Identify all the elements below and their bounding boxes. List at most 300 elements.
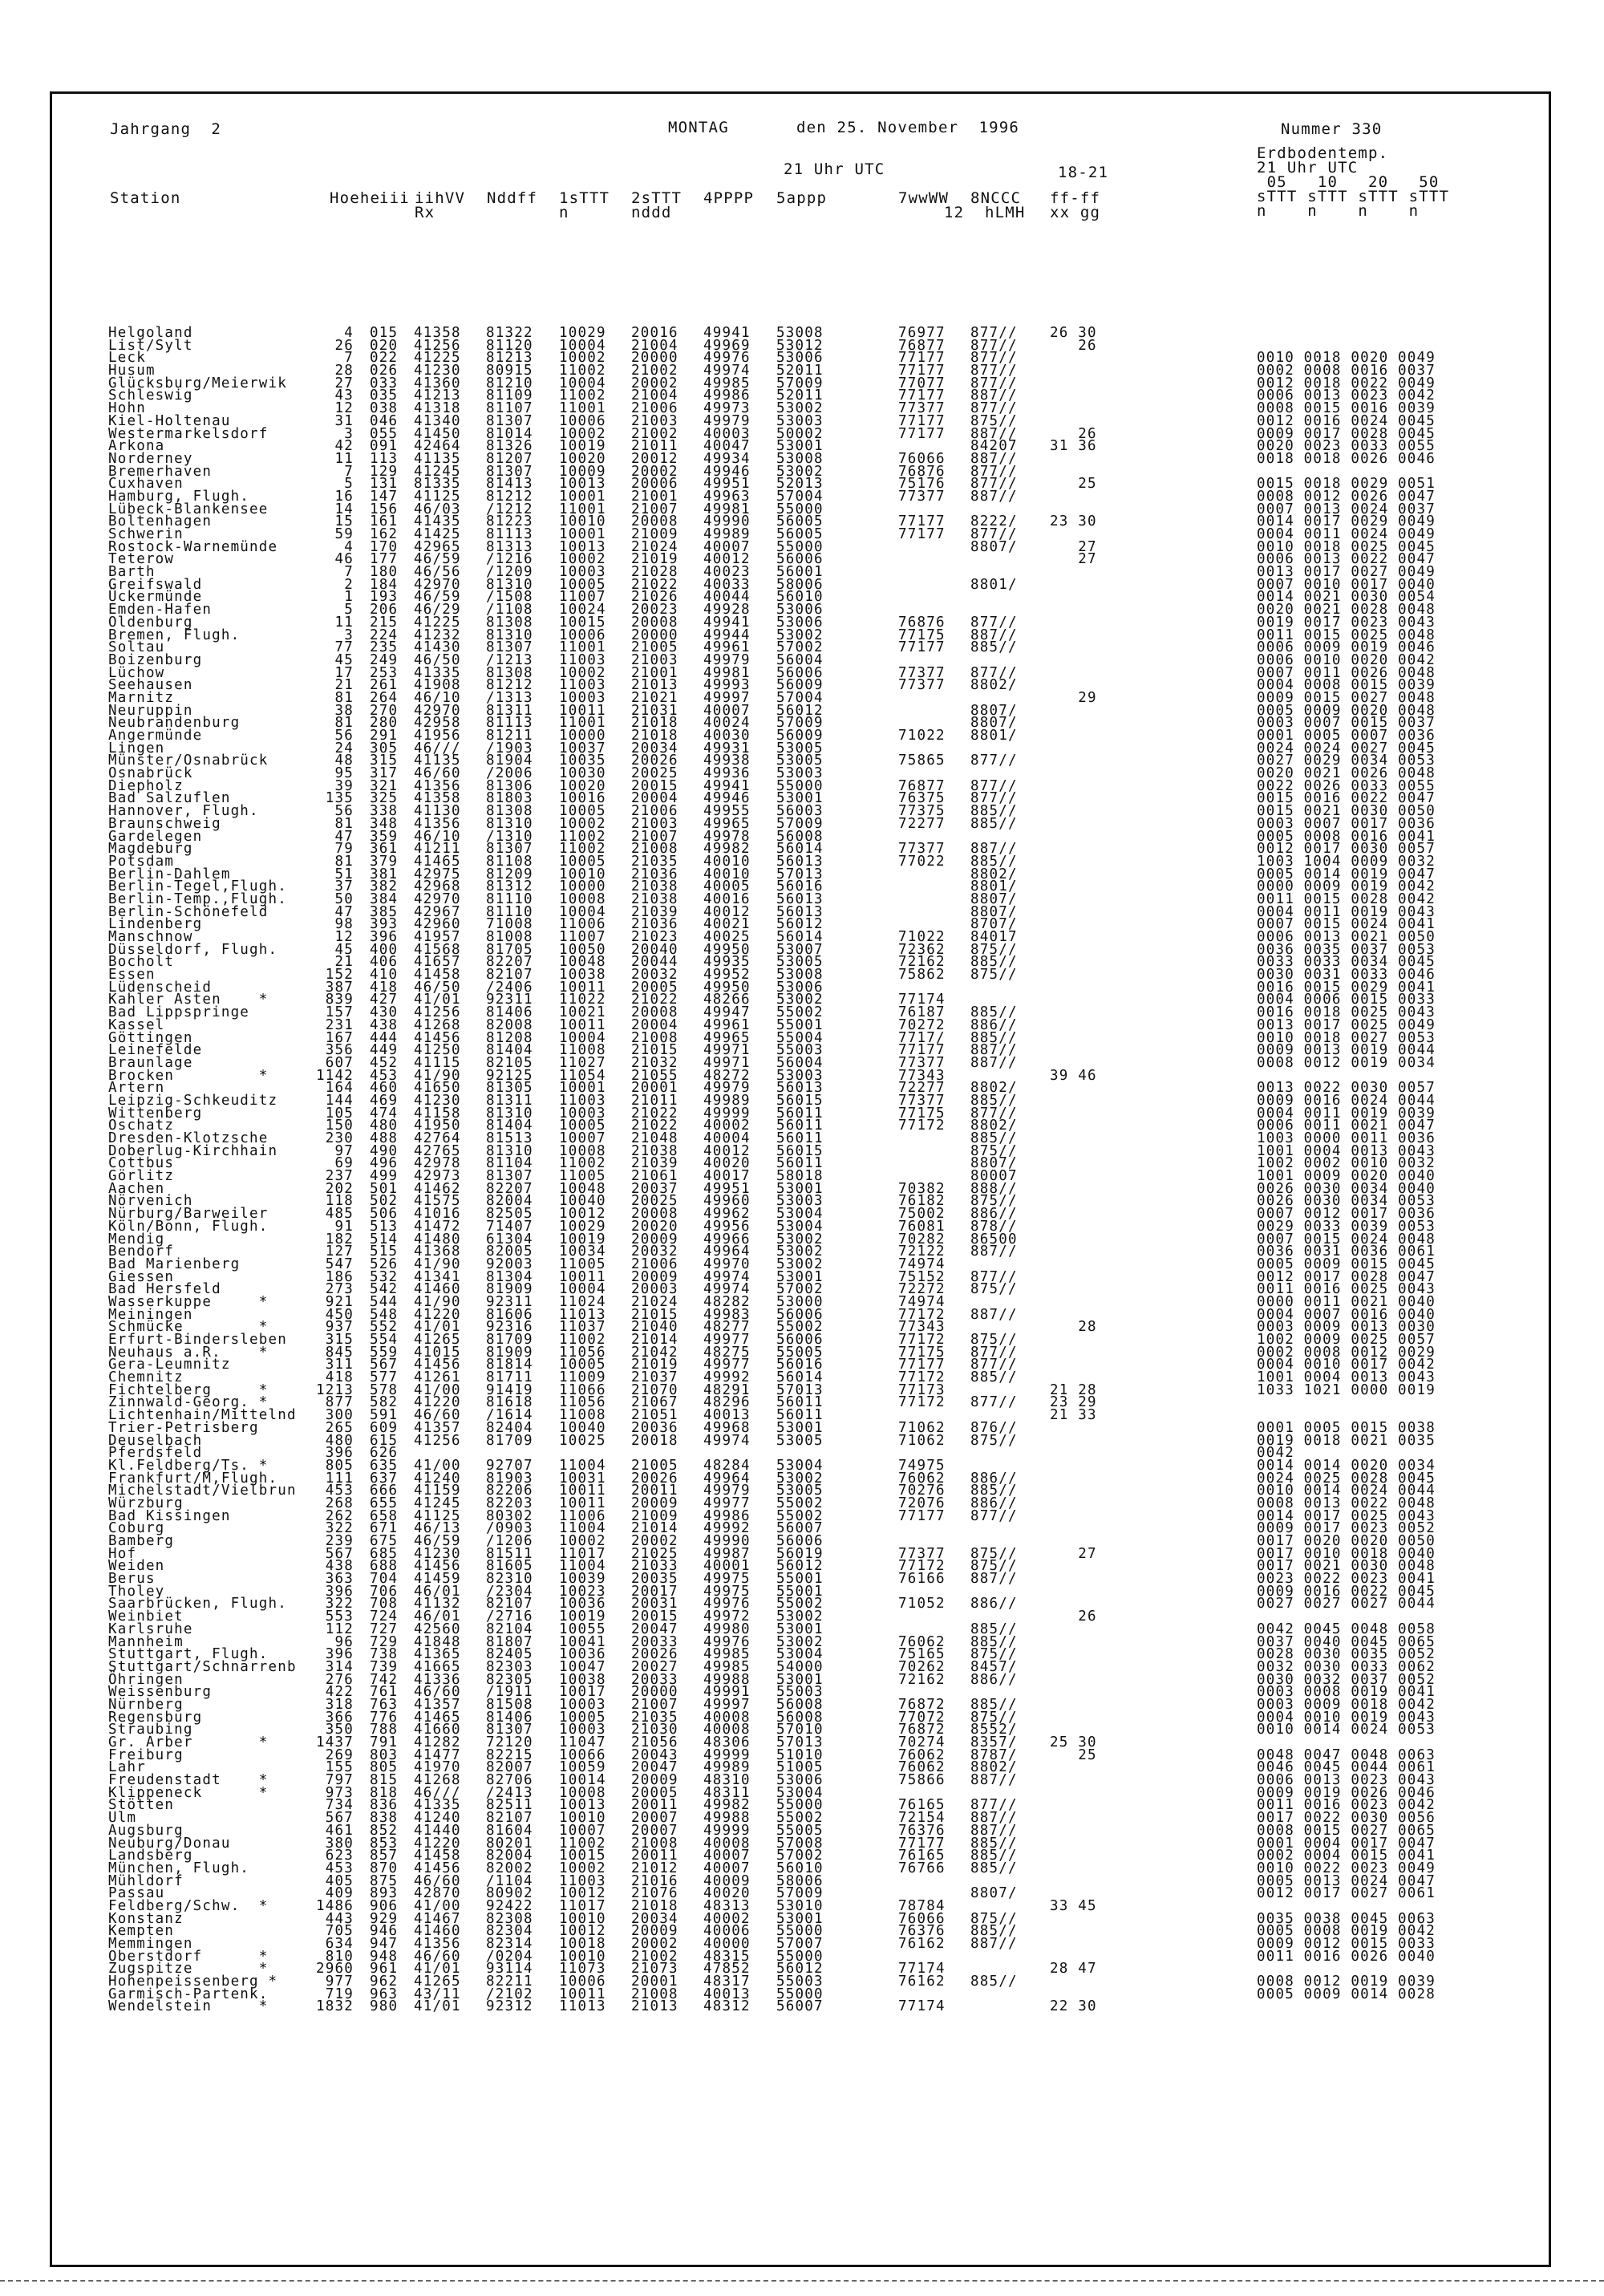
nddff-value: /2413 (486, 1784, 533, 1801)
soil-temp-values: 0000 0011 0021 0040 (1257, 1293, 1436, 1310)
station-name: Zugspitze * (108, 1961, 269, 1978)
soil-temp-values: 0007 0015 0024 0041 (1257, 916, 1436, 933)
station-index: 706 (370, 1583, 399, 1600)
p4-value: 49946 (703, 463, 751, 480)
nccc-value: 878// (970, 1218, 1018, 1235)
p4-value: 49972 (703, 1608, 751, 1625)
nddff-value: 80302 (486, 1507, 533, 1524)
nddff-value: 81413 (486, 476, 533, 493)
nddff-value: 82005 (486, 1243, 533, 1260)
p4-value: 40021 (703, 916, 751, 933)
iihvv-value: 41358 (414, 790, 461, 807)
p4-value: 48282 (703, 1293, 751, 1310)
t1-value: 10002 (559, 1860, 606, 1876)
p4-value: 40002 (703, 1910, 751, 1927)
station-height: 48 (334, 752, 354, 769)
nddff-value: 81604 (486, 1822, 533, 1839)
t2-value: 20009 (631, 1495, 678, 1511)
ww-value: 77377 (898, 664, 946, 681)
station-index: 963 (370, 1986, 399, 2002)
t2-value: 20017 (631, 1583, 678, 1600)
station-height: 877 (325, 1394, 354, 1411)
station-height: 396 (325, 1583, 354, 1600)
nccc-value: 886// (970, 1495, 1018, 1511)
nddff-value: 92312 (486, 1998, 533, 2015)
soil-temp-values: 0014 0014 0020 0034 (1257, 1457, 1436, 1474)
t2-value: 20033 (631, 1633, 678, 1650)
t1-value: 10002 (559, 815, 606, 832)
nddff-value: 81208 (486, 1029, 533, 1046)
soil-temp-values: 0005 0009 0015 0045 (1257, 1255, 1436, 1272)
t2-value: 21005 (631, 639, 678, 656)
p4-value: 49956 (703, 1218, 751, 1235)
t1-value: 10034 (559, 1243, 606, 1260)
p4-value: 49934 (703, 450, 751, 467)
soil-temp-values: 0023 0022 0023 0041 (1257, 1571, 1436, 1588)
p5-value: 53006 (776, 350, 824, 367)
station-height: 450 (325, 1306, 354, 1323)
p4-value: 49997 (703, 1696, 751, 1713)
station-height: 273 (325, 1281, 354, 1298)
soil-temp-values: 0011 0016 0025 0043 (1257, 1281, 1436, 1298)
nccc-value: 888// (970, 1180, 1018, 1197)
nddff-value: /2406 (486, 979, 533, 996)
nccc-value: 875// (970, 1910, 1018, 1927)
nccc-value: 887// (970, 1306, 1018, 1323)
p4-value: 40007 (703, 538, 751, 555)
soil-temp-values: 0004 0011 0019 0039 (1257, 1105, 1436, 1122)
p4-value: 49982 (703, 841, 751, 858)
nccc-value: 886// (970, 1596, 1018, 1612)
p5-value: 57002 (776, 1848, 824, 1864)
station-height: 265 (325, 1419, 354, 1436)
t2-value: 21002 (631, 1948, 678, 1965)
col-p5: 5appp (776, 189, 828, 207)
station-name: Kl.Feldberg/Ts. * (108, 1457, 269, 1474)
ww-value: 77022 (898, 853, 946, 870)
station-height: 387 (325, 979, 354, 996)
col-ff: ff-ff (1050, 189, 1101, 207)
p4-value: 49981 (703, 664, 751, 681)
station-height: 56 (334, 803, 354, 820)
station-name: Boltenhagen (108, 513, 213, 530)
p5-value: 53006 (776, 614, 824, 631)
ww-value: 72277 (898, 815, 946, 832)
station-name: Diepholz (108, 777, 184, 794)
nddff-value: 82511 (486, 1797, 533, 1814)
station-height: 77 (334, 639, 354, 656)
station-index: 113 (370, 450, 399, 467)
nddff-value: 81307 (486, 1168, 533, 1185)
nccc-value: 887// (970, 1936, 1018, 1952)
nccc-value: 885// (970, 1004, 1018, 1021)
t1-value: 10003 (559, 689, 606, 706)
ww-value: 77343 (898, 1067, 946, 1084)
station-name: Lüchow (108, 664, 165, 681)
t2-value: 21013 (631, 677, 678, 694)
p5-value: 56012 (776, 916, 824, 933)
nccc-value: 885// (970, 815, 1018, 832)
t2-value: 20000 (631, 627, 678, 643)
t2-value: 20043 (631, 1746, 678, 1763)
soil-temp-values: 0015 0021 0030 0050 (1257, 803, 1436, 820)
nccc-value: 8707/ (970, 916, 1018, 933)
p4-value: 49982 (703, 1797, 751, 1814)
t1-value: 10021 (559, 1004, 606, 1021)
ff-value: 26 (1050, 1608, 1097, 1625)
t1-value: 10010 (559, 1910, 606, 1927)
nccc-value: 877// (970, 363, 1018, 379)
ww-value: 77175 (898, 1105, 946, 1122)
station-index: 671 (370, 1520, 399, 1537)
p4-value: 40023 (703, 564, 751, 581)
station-name: Schmücke * (108, 1319, 269, 1336)
p4-value: 40012 (703, 551, 751, 568)
nccc-value: 885// (970, 1835, 1018, 1852)
iihvv-value: 41650 (414, 1080, 461, 1097)
iihvv-value: 41360 (414, 375, 461, 391)
nddff-value: 81008 (486, 929, 533, 945)
t2-value: 21018 (631, 715, 678, 732)
nccc-value: 887// (970, 425, 1018, 442)
station-name: Seehausen (108, 677, 193, 694)
t2-value: 21035 (631, 1709, 678, 1726)
t2-value: 21036 (631, 866, 678, 882)
t1-value: 10035 (559, 752, 606, 769)
p5-value: 53004 (776, 1784, 824, 1801)
t1-value: 11013 (559, 1998, 606, 2015)
t2-value: 21067 (631, 1394, 678, 1411)
ww-value: 76182 (898, 1193, 946, 1210)
station-index: 055 (370, 425, 399, 442)
station-height: 127 (325, 1243, 354, 1260)
station-height: 453 (325, 1860, 354, 1876)
p4-value: 48313 (703, 1897, 751, 1914)
t1-value: 10036 (559, 1646, 606, 1663)
nddff-value: 81605 (486, 1558, 533, 1575)
station-index: 452 (370, 1054, 399, 1071)
ff-value: 23 29 (1050, 1394, 1097, 1411)
station-name: Görlitz (108, 1168, 175, 1185)
p4-value: 40020 (703, 1885, 751, 1902)
t1-value: 10038 (559, 1671, 606, 1688)
nccc-value: 875// (970, 967, 1018, 984)
soil-temp-values: 1001 0004 0013 0043 (1257, 1142, 1436, 1159)
station-height: 623 (325, 1848, 354, 1864)
ff-value: 26 (1050, 337, 1097, 354)
t2-value: 20008 (631, 1206, 678, 1223)
nccc-value: 8222/ (970, 513, 1018, 530)
station-name: Freiburg (108, 1746, 184, 1763)
iihvv-value: 41/90 (414, 1293, 461, 1310)
t2-value: 20002 (631, 375, 678, 391)
iihvv-value: 41213 (414, 387, 461, 404)
station-index: 180 (370, 564, 399, 581)
iihvv-value: 41/01 (414, 1319, 461, 1336)
nddff-value: 81508 (486, 1696, 533, 1713)
ww-value: 77172 (898, 1118, 946, 1134)
p5-value: 56011 (776, 1155, 824, 1172)
ww-value: 77377 (898, 400, 946, 417)
nccc-value: 887// (970, 387, 1018, 404)
station-index: 947 (370, 1936, 399, 1952)
p5-value: 53002 (776, 627, 824, 643)
p4-value: 40017 (703, 1168, 751, 1185)
erd-depths: 05 10 20 50 (1257, 173, 1440, 191)
ww-value: 77377 (898, 1545, 946, 1562)
t2-value: 21007 (631, 828, 678, 845)
ww-value: 75865 (898, 752, 946, 769)
p5-value: 56008 (776, 1709, 824, 1726)
t2-value: 20037 (631, 1180, 678, 1197)
nccc-value: 877// (970, 1357, 1018, 1373)
station-index: 578 (370, 1381, 399, 1398)
station-height: 485 (325, 1206, 354, 1223)
iihvv-value: 41950 (414, 1118, 461, 1134)
iihvv-value: 41125 (414, 1507, 461, 1524)
ww-value: 76162 (898, 1936, 946, 1952)
t1-value: 10004 (559, 1029, 606, 1046)
p4-value: 49961 (703, 1016, 751, 1033)
station-height: 567 (325, 1810, 354, 1827)
station-name: Stuttgart/Schnarrenb (108, 1658, 297, 1675)
nddff-value: 81909 (486, 1344, 533, 1361)
ww-value: 77072 (898, 1709, 946, 1726)
nccc-value: 885// (970, 1848, 1018, 1864)
iihvv-value: 41/01 (414, 992, 461, 1008)
p5-value: 55005 (776, 1822, 824, 1839)
nccc-value: 886// (970, 1206, 1018, 1223)
t1-value: 11007 (559, 589, 606, 606)
ww-value: 71022 (898, 929, 946, 945)
station-height: 50 (334, 890, 354, 907)
p4-value: 40020 (703, 1155, 751, 1172)
p4-value: 49977 (703, 1332, 751, 1348)
station-height: 144 (325, 1092, 354, 1109)
iihvv-value: 41440 (414, 1822, 461, 1839)
t1-value: 10002 (559, 425, 606, 442)
nddff-value: 82404 (486, 1419, 533, 1436)
nddff-value: 81107 (486, 400, 533, 417)
nddff-value: 82314 (486, 1936, 533, 1952)
nddff-value: 82007 (486, 1759, 533, 1776)
col-ff-sub: xx gg (1050, 204, 1101, 221)
station-name: Rostock-Warnemünde (108, 538, 278, 555)
nddff-value: 82211 (486, 1974, 533, 1990)
station-name: Cottbus (108, 1155, 175, 1172)
p5-value: 56010 (776, 589, 824, 606)
station-height: 797 (325, 1772, 354, 1789)
ww-value: 77343 (898, 1319, 946, 1336)
nddff-value: 81311 (486, 1092, 533, 1109)
p4-value: 40012 (703, 903, 751, 920)
iihvv-value: 46/50 (414, 979, 461, 996)
t2-value: 21021 (631, 689, 678, 706)
t2-value: 21013 (631, 1998, 678, 2015)
t1-value: 10015 (559, 1848, 606, 1864)
station-index: 514 (370, 1231, 399, 1247)
t1-value: 10002 (559, 1533, 606, 1549)
p5-value: 55002 (776, 1319, 824, 1336)
t2-value: 21038 (631, 890, 678, 907)
col-nccc: 8NCCC (970, 189, 1022, 207)
station-index: 532 (370, 1268, 399, 1285)
nddff-value: 82002 (486, 1860, 533, 1876)
ww-value: 70262 (898, 1658, 946, 1675)
ww-value: 77177 (898, 526, 946, 542)
t2-value: 21061 (631, 1168, 678, 1185)
t1-value: 10023 (559, 1583, 606, 1600)
ww-value: 77377 (898, 488, 946, 505)
soil-temp-values: 0006 0013 0023 0043 (1257, 1772, 1436, 1789)
nddff-value: /1911 (486, 1684, 533, 1701)
station-name: Berus (108, 1571, 156, 1588)
p4-value: 49965 (703, 815, 751, 832)
p5-value: 56011 (776, 1105, 824, 1122)
ww-value: 78784 (898, 1897, 946, 1914)
station-name: Bremen, Flugh. (108, 627, 241, 643)
p5-value: 56006 (776, 1332, 824, 1348)
iihvv-value: 41225 (414, 614, 461, 631)
station-index: 427 (370, 992, 399, 1008)
station-index: 542 (370, 1281, 399, 1298)
nccc-value: 875// (970, 1558, 1018, 1575)
station-name: Hannover, Flugh. (108, 803, 259, 820)
ff-value: 21 33 (1050, 1407, 1097, 1424)
nddff-value: 81304 (486, 1268, 533, 1285)
station-index: 655 (370, 1495, 399, 1511)
p4-value: 40000 (703, 1936, 751, 1952)
nddff-value: 81210 (486, 375, 533, 391)
t1-value: 10066 (559, 1746, 606, 1763)
station-index: 836 (370, 1797, 399, 1814)
iihvv-value: 41/90 (414, 1067, 461, 1084)
nddff-value: 82004 (486, 1848, 533, 1864)
nccc-value: 885// (970, 853, 1018, 870)
station-height: 97 (334, 1142, 354, 1159)
p4-value: 49993 (703, 677, 751, 694)
station-height: 1832 (316, 1998, 354, 2015)
station-name: Oberstdorf * (108, 1948, 269, 1965)
soil-temp-values: 0006 0010 0020 0042 (1257, 651, 1436, 668)
iihvv-value: 46/50 (414, 651, 461, 668)
t2-value: 21003 (631, 412, 678, 429)
p5-value: 53007 (776, 941, 824, 958)
p5-value: 55003 (776, 1042, 824, 1059)
p5-value: 53001 (776, 1910, 824, 1927)
t1-value: 10048 (559, 954, 606, 971)
t2-value: 20035 (631, 1571, 678, 1588)
t1-value: 10059 (559, 1759, 606, 1776)
iihvv-value: 42978 (414, 1155, 461, 1172)
p5-value: 55002 (776, 1810, 824, 1827)
nccc-value: 886// (970, 1671, 1018, 1688)
nccc-value: 886// (970, 1470, 1018, 1487)
station-name: Oldenburg (108, 614, 193, 631)
soil-temp-values: 0012 0017 0028 0047 (1257, 1268, 1436, 1285)
t2-value: 20026 (631, 1470, 678, 1487)
station-height: 409 (325, 1885, 354, 1902)
t1-value: 11056 (559, 1394, 606, 1411)
station-height: 705 (325, 1923, 354, 1940)
station-height: 977 (325, 1974, 354, 1990)
iihvv-value: 41340 (414, 412, 461, 429)
p5-value: 55001 (776, 1016, 824, 1033)
p4-value: 49980 (703, 1621, 751, 1637)
nccc-value: 875// (970, 1142, 1018, 1159)
weekday-label: MONTAG (668, 119, 729, 136)
soil-temp-values: 0001 0005 0015 0038 (1257, 1419, 1436, 1436)
p5-value: 53006 (776, 1772, 824, 1789)
nddff-value: 92311 (486, 1293, 533, 1310)
station-name: Husum (108, 363, 156, 379)
ww-value: 74975 (898, 1457, 946, 1474)
p5-value: 55001 (776, 1583, 824, 1600)
iihvv-value: 41256 (414, 1432, 461, 1449)
t2-value: 21006 (631, 803, 678, 820)
station-height: 56 (334, 728, 354, 744)
soil-temp-values: 0016 0015 0029 0041 (1257, 979, 1436, 996)
p4-value: 49976 (703, 1633, 751, 1650)
p5-value: 53002 (776, 1470, 824, 1487)
p4-value: 40024 (703, 715, 751, 732)
station-index: 488 (370, 1130, 399, 1146)
ww-value: 76162 (898, 1974, 946, 1990)
station-name: Stuttgart, Flugh. (108, 1646, 269, 1663)
t1-value: 11002 (559, 1332, 606, 1348)
nccc-value: 885// (970, 954, 1018, 971)
t2-value: 21048 (631, 1130, 678, 1146)
p4-value: 40007 (703, 702, 751, 719)
soil-temp-values: 0008 0015 0016 0039 (1257, 400, 1436, 417)
iihvv-value: 41465 (414, 853, 461, 870)
soil-temp-values: 0033 0033 0034 0045 (1257, 954, 1436, 971)
nddff-value: 82107 (486, 1810, 533, 1827)
station-height: 937 (325, 1319, 354, 1336)
station-height: 182 (325, 1231, 354, 1247)
station-name: Köln/Bonn, Flugh. (108, 1218, 269, 1235)
station-name: Meiningen (108, 1306, 193, 1323)
station-height: 2960 (316, 1961, 354, 1978)
p5-value: 55000 (776, 1986, 824, 2002)
station-index: 961 (370, 1961, 399, 1978)
p5-value: 55000 (776, 777, 824, 794)
p4-value: 40008 (703, 1835, 751, 1852)
station-index: 818 (370, 1784, 399, 1801)
t1-value: 10037 (559, 740, 606, 757)
station-name: Zinnwald-Georg. * (108, 1394, 269, 1411)
ff-value: 25 (1050, 476, 1097, 493)
p5-value: 54000 (776, 1658, 824, 1675)
nddff-value: 82105 (486, 1054, 533, 1071)
p5-value: 56006 (776, 664, 824, 681)
p5-value: 53002 (776, 463, 824, 480)
t1-value: 10007 (559, 1822, 606, 1839)
station-index: 763 (370, 1696, 399, 1713)
nddff-value: 81308 (486, 803, 533, 820)
station-index: 742 (370, 1671, 399, 1688)
station-name: Osnabrück (108, 765, 193, 782)
t1-value: 11006 (559, 916, 606, 933)
station-height: 396 (325, 1646, 354, 1663)
station-height: 405 (325, 1872, 354, 1889)
nddff-value: 81113 (486, 715, 533, 732)
ww-value: 77174 (898, 1998, 946, 2015)
nddff-value: 82207 (486, 1180, 533, 1197)
table-row (52, 1998, 1549, 2015)
station-name: Straubing (108, 1722, 193, 1738)
soil-temp-values: 0004 0006 0015 0033 (1257, 992, 1436, 1008)
